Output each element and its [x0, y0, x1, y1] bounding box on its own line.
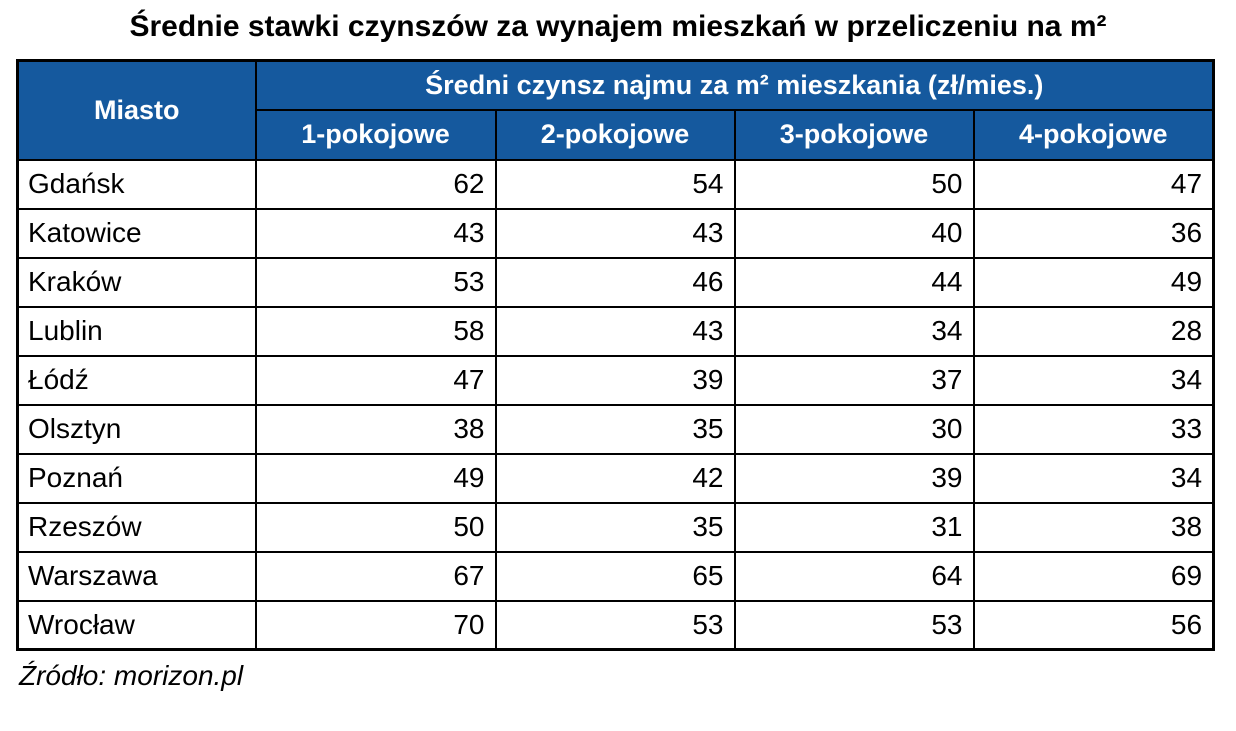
table-row — [18, 307, 1214, 356]
table-row — [18, 258, 1214, 307]
column-header-4-pokojowe: 4-pokojowe — [974, 110, 1214, 160]
value-cell: 47 — [256, 356, 496, 405]
value-cell: 53 — [496, 601, 735, 650]
value-cell: 37 — [735, 356, 974, 405]
city-cell: Kraków — [18, 258, 256, 307]
value-cell: 70 — [256, 601, 496, 650]
value-cell: 54 — [496, 160, 735, 209]
city-cell: Poznań — [18, 454, 256, 503]
city-cell: Wrocław — [18, 601, 256, 650]
value-cell: 62 — [256, 160, 496, 209]
value-cell: 58 — [256, 307, 496, 356]
value-cell: 40 — [735, 209, 974, 258]
city-cell: Lublin — [18, 307, 256, 356]
value-cell: 43 — [496, 307, 735, 356]
city-cell: Gdańsk — [18, 160, 256, 209]
value-cell: 35 — [496, 405, 735, 454]
value-cell: 69 — [974, 552, 1214, 601]
value-cell: 30 — [735, 405, 974, 454]
value-cell: 34 — [974, 356, 1214, 405]
value-cell: 43 — [496, 209, 735, 258]
group-header: Średni czynsz najmu za m² mieszkania (zł/mies.) — [256, 61, 1214, 110]
table-header — [18, 61, 1214, 160]
source-caption: Źródło: morizon.pl — [19, 660, 244, 691]
value-cell: 50 — [735, 160, 974, 209]
value-cell: 67 — [256, 552, 496, 601]
value-cell: 47 — [974, 160, 1214, 209]
page-title: Średnie stawki czynszów za wynajem mieszkań w przeliczeniu na m² — [129, 10, 1107, 43]
table-row — [18, 552, 1214, 601]
table-row — [18, 160, 1214, 209]
city-cell: Warszawa — [18, 552, 256, 601]
value-cell: 49 — [256, 454, 496, 503]
column-header-3-pokojowe: 3-pokojowe — [735, 110, 974, 160]
table-row — [18, 601, 1214, 650]
table-row — [18, 454, 1214, 503]
value-cell: 56 — [974, 601, 1214, 650]
table-row — [18, 209, 1214, 258]
value-cell: 38 — [974, 503, 1214, 552]
value-cell: 39 — [735, 454, 974, 503]
value-cell: 53 — [735, 601, 974, 650]
value-cell: 43 — [256, 209, 496, 258]
city-cell: Rzeszów — [18, 503, 256, 552]
value-cell: 31 — [735, 503, 974, 552]
value-cell: 64 — [735, 552, 974, 601]
value-cell: 50 — [256, 503, 496, 552]
column-header-1-pokojowe: 1-pokojowe — [256, 110, 496, 160]
value-cell: 44 — [735, 258, 974, 307]
value-cell: 42 — [496, 454, 735, 503]
value-cell: 39 — [496, 356, 735, 405]
value-cell: 38 — [256, 405, 496, 454]
table-body — [18, 160, 1214, 650]
value-cell: 28 — [974, 307, 1214, 356]
value-cell: 46 — [496, 258, 735, 307]
value-cell: 65 — [496, 552, 735, 601]
value-cell: 35 — [496, 503, 735, 552]
page — [0, 9, 1236, 731]
rent-table — [16, 59, 1215, 651]
value-cell: 53 — [256, 258, 496, 307]
column-header-2-pokojowe: 2-pokojowe — [496, 110, 735, 160]
value-cell: 33 — [974, 405, 1214, 454]
value-cell: 34 — [974, 454, 1214, 503]
value-cell: 49 — [974, 258, 1214, 307]
column-header-miasto: Miasto — [18, 61, 256, 160]
city-cell: Łódź — [18, 356, 256, 405]
city-cell: Katowice — [18, 209, 256, 258]
city-cell: Olsztyn — [18, 405, 256, 454]
value-cell: 34 — [735, 307, 974, 356]
table-row — [18, 405, 1214, 454]
value-cell: 36 — [974, 209, 1214, 258]
table-row — [18, 356, 1214, 405]
table-row — [18, 503, 1214, 552]
